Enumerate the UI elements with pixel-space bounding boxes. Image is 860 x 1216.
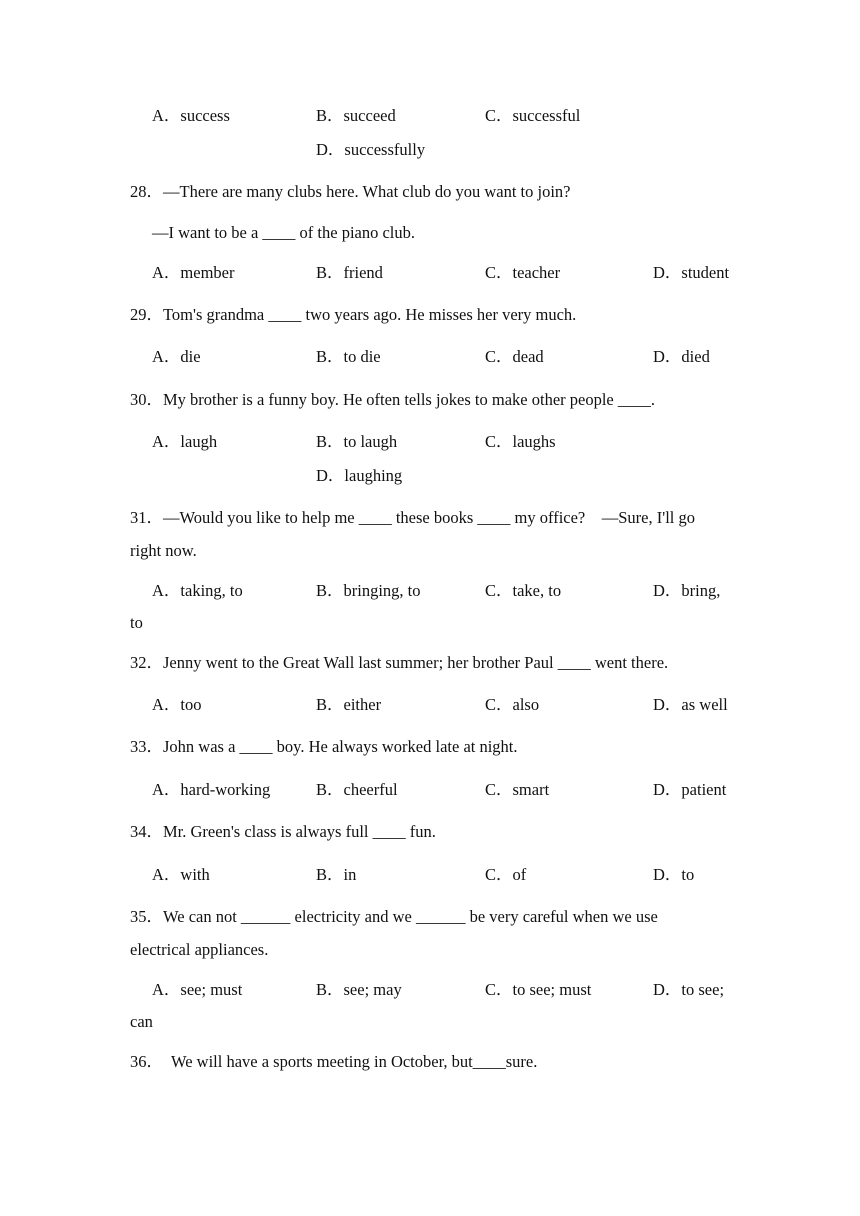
q32-option-a: A．too — [152, 695, 202, 714]
q34-stem: 34．Mr. Green's class is always full ____ fun. — [130, 822, 436, 841]
q35-option-d: D．to see; — [653, 980, 725, 999]
q35-option-b: B．see; may — [316, 980, 402, 999]
q28-option-a: A．member — [152, 263, 235, 282]
q32-option-c: C．also — [485, 695, 540, 714]
q29-option-a: A．die — [152, 347, 201, 366]
q32-option-d: D．as well — [653, 695, 728, 714]
q29-option-b: B．to die — [316, 347, 381, 366]
q28-option-b: B．friend — [316, 263, 383, 282]
q31-option-c: C．take, to — [485, 581, 562, 600]
q33-option-c: C．smart — [485, 780, 550, 799]
q27-option-c: C．successful — [485, 106, 581, 125]
q32-stem: 32．Jenny went to the Great Wall last summer; her brother Paul ____ went there. — [130, 653, 669, 672]
q28-option-c: C．teacher — [485, 263, 561, 282]
q29-stem: 29．Tom's grandma ____ two years ago. He misses her very much. — [130, 305, 577, 324]
q34-option-c: C．of — [485, 865, 527, 884]
q27-option-b: B．succeed — [316, 106, 396, 125]
q35-stem-line1: 35．We can not ______ electricity and we ______ be very careful when we use — [130, 907, 658, 926]
q31-option-d: D．bring, — [653, 581, 721, 600]
q35-stem-line2: electrical appliances. — [130, 940, 269, 959]
q28-reply: —I want to be a ____ of the piano club. — [152, 223, 416, 242]
q30-option-b: B．to laugh — [316, 432, 398, 451]
q30-option-c: C．laughs — [485, 432, 556, 451]
q29-option-d: D．died — [653, 347, 710, 366]
q31-option-a: A．taking, to — [152, 581, 243, 600]
q34-option-b: B．in — [316, 865, 357, 884]
q31-option-b: B．bringing, to — [316, 581, 421, 600]
q31-option-d-wrap: to — [130, 613, 143, 632]
q31-stem-line1: 31．—Would you like to help me ____ these books ____ my office? —Sure, I'll go — [130, 508, 696, 527]
q30-option-a: A．laugh — [152, 432, 218, 451]
q33-stem: 33．John was a ____ boy. He always worked late at night. — [130, 737, 518, 756]
q35-option-d-wrap: can — [130, 1012, 153, 1031]
q34-option-d: D．to — [653, 865, 695, 884]
q27-option-d: D．successfully — [316, 140, 426, 159]
q35-option-a: A．see; must — [152, 980, 243, 999]
q33-option-a: A．hard-working — [152, 780, 271, 799]
q35-option-c: C．to see; must — [485, 980, 592, 999]
q34-option-a: A．with — [152, 865, 210, 884]
q36-stem: 36． We will have a sports meeting in October, but____sure. — [130, 1052, 538, 1071]
q29-option-c: C．dead — [485, 347, 544, 366]
q32-option-b: B．either — [316, 695, 382, 714]
q31-stem-line2: right now. — [130, 541, 197, 560]
q30-stem: 30．My brother is a funny boy. He often tells jokes to make other people ____. — [130, 390, 655, 409]
q27-option-a: A．success — [152, 106, 230, 125]
q33-option-b: B．cheerful — [316, 780, 398, 799]
q33-option-d: D．patient — [653, 780, 727, 799]
q28-stem: 28．—There are many clubs here. What club do you want to join? — [130, 182, 571, 201]
q30-option-d: D．laughing — [316, 466, 403, 485]
q28-option-d: D．student — [653, 263, 730, 282]
